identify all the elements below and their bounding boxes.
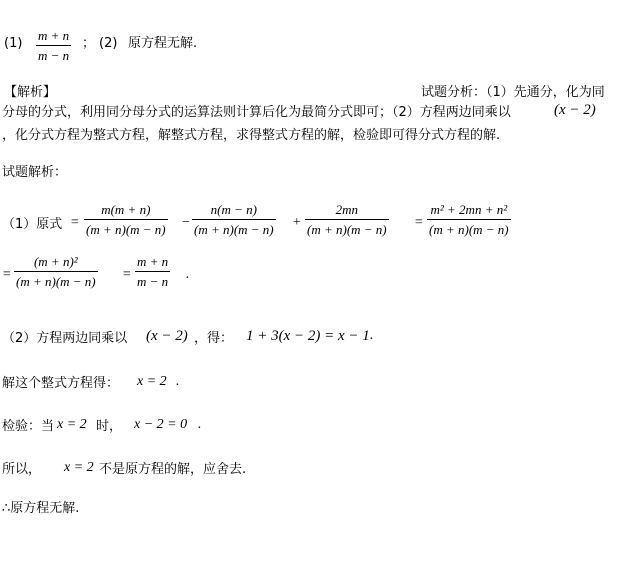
plus-sign: + (292, 215, 302, 230)
so-x: x = 2 (64, 460, 94, 475)
answer-fraction-denominator: m − n (38, 48, 70, 63)
period: . (198, 417, 202, 432)
answer-fraction-numerator: m + n (38, 28, 70, 43)
part1-label: （1）原式 (2, 217, 63, 232)
analysis-header: 【解析】 (4, 85, 57, 100)
term3-denominator: (m + n)(m − n) (307, 222, 387, 237)
term3-fraction (305, 203, 389, 236)
fraction-bar (36, 45, 71, 46)
term1-fraction (84, 203, 168, 236)
part2-mid: ，得： (194, 331, 234, 346)
equals-sign: = (2, 267, 12, 282)
minus-sign: − (181, 215, 191, 230)
term5-denominator: (m + n)(m − n) (16, 274, 96, 289)
solve-equation: x = 2 (137, 374, 167, 389)
term5-numerator: (m + n)² (33, 254, 78, 269)
period: . (176, 374, 180, 389)
so-label: 所以， (2, 462, 42, 477)
part2-label: （2）方程两边同乘以 (2, 331, 128, 346)
check-label: 检验：当 (2, 419, 55, 434)
term6-numerator: m + n (137, 254, 169, 269)
fraction-bar (305, 219, 389, 220)
analysis-intro: 试题分析：（1）先通分，化为同 (421, 85, 605, 100)
fraction-bar (84, 219, 168, 220)
period: . (370, 328, 374, 343)
fraction-bar (192, 219, 276, 220)
answer-fraction (36, 29, 71, 62)
solve-label: 解这个整式方程得： (2, 376, 120, 391)
term5-fraction (14, 255, 98, 288)
period: . (186, 267, 190, 282)
term2-numerator: n(m − n) (210, 202, 257, 217)
term4-denominator: (m + n)(m − n) (429, 222, 509, 237)
term4-fraction (427, 203, 511, 236)
equals-sign: = (122, 267, 132, 282)
answer-part1-label: (1) (4, 36, 23, 51)
equals-sign: = (414, 215, 424, 230)
equals-sign: = (70, 215, 80, 230)
part2-equation: 1 + 3(x − 2) = x − 1 (246, 328, 370, 344)
check-when: 时， (96, 419, 123, 434)
term4-numerator: m² + 2mn + n² (430, 202, 508, 217)
solution-title: 试题解析： (2, 165, 68, 180)
answer-separator: ； (82, 36, 96, 51)
term2-fraction (192, 203, 276, 236)
term1-numerator: m(m + n) (101, 202, 151, 217)
fraction-bar (427, 219, 511, 220)
analysis-line3: ，化分式方程为整式方程，解整式方程，求得整式方程的解，检验即可得分式方程的解. (2, 128, 501, 143)
so-text: 不是原方程的解，应舍去. (99, 462, 247, 477)
term1-denominator: (m + n)(m − n) (86, 222, 166, 237)
term6-fraction (135, 255, 170, 288)
part2-expression: (x − 2) (146, 328, 188, 344)
conclusion: ∴原方程无解. (2, 501, 80, 516)
check-equation: x − 2 = 0 (134, 417, 188, 432)
fraction-bar (14, 271, 98, 272)
term6-denominator: m − n (137, 274, 169, 289)
term3-numerator: 2mn (335, 202, 359, 217)
answer-part2-text: 原方程无解. (128, 36, 198, 51)
answer-part2-label: (2) (99, 36, 118, 51)
fraction-bar (135, 271, 170, 272)
check-x: x = 2 (57, 417, 87, 432)
term2-denominator: (m + n)(m − n) (194, 222, 274, 237)
analysis-line2: 分母的分式，利用同分母分式的运算法则计算后化为最简分式即可；（2）方程两边同乘以 (2, 105, 511, 120)
analysis-line2-expression: (x − 2) (554, 102, 596, 118)
